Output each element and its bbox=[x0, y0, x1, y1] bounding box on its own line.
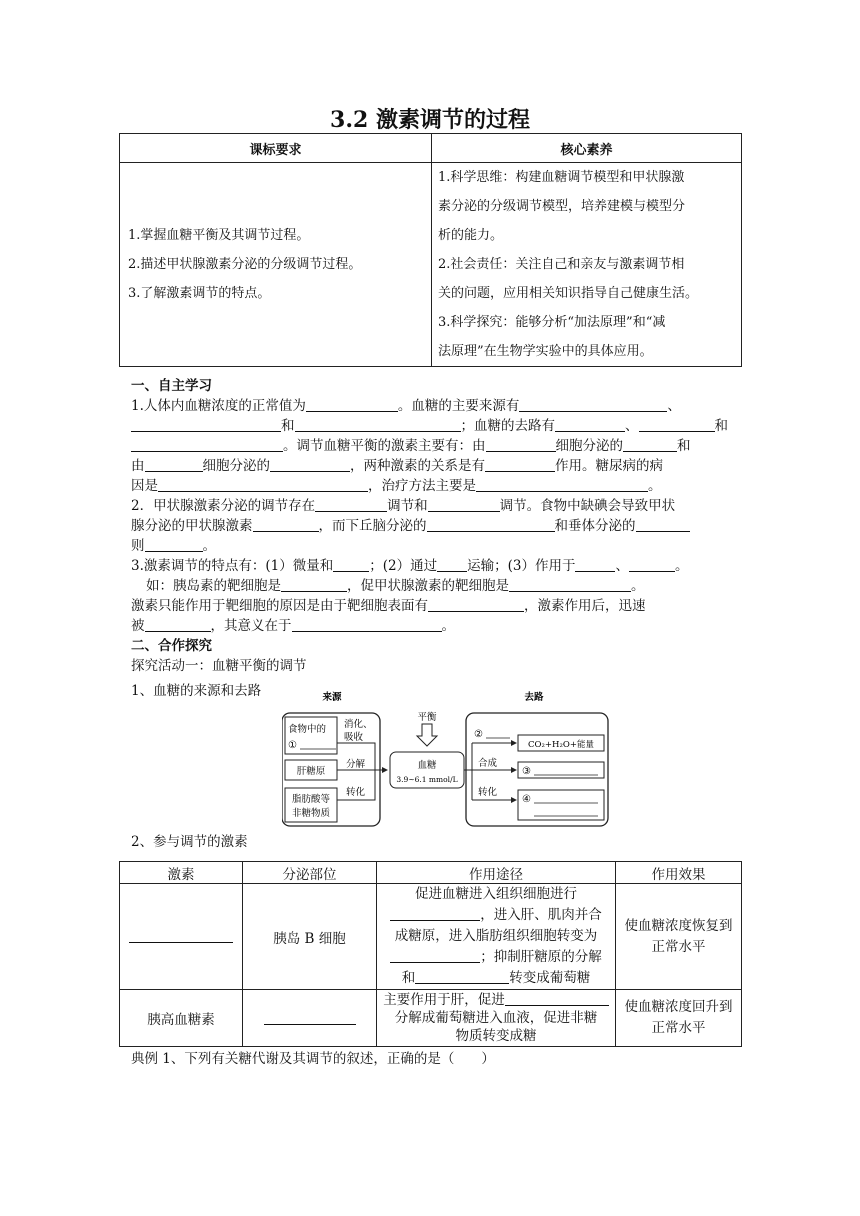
sink-synthesis-label: 合成 bbox=[478, 758, 498, 769]
pathway-cell: 主要作用于肝，促进 分解成葡萄糖进入血液，促进非糖 物质转变成糖 bbox=[377, 990, 616, 1047]
answer-blank[interactable] bbox=[639, 417, 715, 432]
answer-blank[interactable] bbox=[315, 497, 387, 512]
balance-arrow-icon bbox=[417, 724, 437, 746]
q1-line1: 1.人体内血糖浓度的正常值为 。血糖的主要来源有 、 bbox=[131, 398, 681, 414]
answer-blank[interactable] bbox=[131, 417, 281, 432]
answer-blank[interactable] bbox=[129, 928, 233, 943]
subsection-title: 1、血糖的来源和去路 bbox=[131, 683, 262, 699]
answer-blank[interactable] bbox=[270, 457, 350, 472]
answer-blank[interactable] bbox=[253, 517, 319, 532]
answer-blank[interactable] bbox=[390, 948, 480, 963]
example-question: 典例 1、下列有关糖代谢及其调节的叙述，正确的是（ ） bbox=[131, 1051, 495, 1067]
sink-energy-label: CO₂+H₂O+能量 bbox=[528, 740, 594, 750]
subsection-title: 2、参与调节的激素 bbox=[131, 834, 248, 850]
section-heading-self-study: 一、自主学习 bbox=[131, 378, 212, 394]
header-literacy: 核心素养 bbox=[432, 134, 742, 163]
requirement-item: 2.描述甲状腺激素分泌的分级调节过程。 bbox=[128, 257, 362, 272]
answer-blank[interactable] bbox=[145, 617, 211, 632]
blood-sugar-label: 血糖 bbox=[417, 760, 437, 771]
arrow-label-convert: 转化 bbox=[346, 787, 366, 798]
literacy-line: 2.社会责任：关注自己和亲友与激素调节相 bbox=[438, 257, 685, 272]
q3-line4: 被 ，其意义在于 。 bbox=[131, 618, 455, 634]
hormone-cell: 胰高血糖素 bbox=[120, 990, 243, 1047]
source-glycogen-label: 肝糖原 bbox=[296, 766, 326, 777]
arrow-label-absorb: 吸收 bbox=[344, 732, 364, 743]
literacy-cell bbox=[432, 163, 742, 367]
answer-blank[interactable] bbox=[131, 437, 283, 452]
q2-line2: 腺分泌的甲状腺激素 ，而下丘脑分泌的 和垂体分泌的 bbox=[131, 514, 731, 534]
sink-conversion-label: 转化 bbox=[478, 787, 498, 798]
q3-line1: 3.激素调节的特点有：(1）微量和 ；(2）通过 运输；(3）作用于 、 。 bbox=[131, 558, 689, 574]
answer-blank[interactable] bbox=[476, 477, 648, 492]
source-title: 来源 bbox=[322, 692, 342, 703]
answer-blank[interactable] bbox=[636, 517, 690, 532]
source-nonsugar-label-1: 脂肪酸等 bbox=[291, 794, 331, 805]
answer-blank[interactable] bbox=[264, 1010, 356, 1025]
sink-blank-2-label: ② bbox=[474, 729, 483, 740]
sink-title: 去路 bbox=[524, 692, 544, 703]
answer-blank[interactable] bbox=[306, 397, 398, 412]
answer-blank[interactable] bbox=[145, 537, 203, 552]
literacy-line: 关的问题，应用相关知识指导自己健康生活。 bbox=[438, 286, 699, 301]
q3-line2: 如：胰岛素的靶细胞是 ，促甲状腺激素的靶细胞是 。 bbox=[146, 578, 645, 594]
effect-cell: 使血糖浓度回升到正常水平 bbox=[616, 990, 742, 1047]
answer-blank[interactable] bbox=[427, 517, 555, 532]
q1-line5: 因是 ，治疗方法主要是 。 bbox=[131, 478, 662, 494]
section-heading-cooperation: 二、合作探究 bbox=[131, 638, 212, 654]
q2-line1: 2．甲状腺激素分泌的调节存在 调节和 调节。食物中缺碘会导致甲状 bbox=[131, 498, 676, 514]
answer-blank[interactable] bbox=[623, 437, 677, 452]
literacy-line: 法原理”在生物学实验中的具体应用。 bbox=[438, 344, 653, 359]
arrow-label-decompose: 分解 bbox=[346, 759, 366, 770]
answer-blank[interactable] bbox=[281, 577, 347, 592]
site-cell: 胰岛 B 细胞 bbox=[243, 884, 377, 990]
answer-blank[interactable] bbox=[555, 417, 625, 432]
answer-blank[interactable] bbox=[509, 577, 631, 592]
q1-line4: 由 细胞分泌的 ，两种激素的关系是有 作用。糖尿病的病 bbox=[131, 458, 663, 474]
requirement-item: 1.掌握血糖平衡及其调节过程。 bbox=[128, 228, 310, 243]
objectives-table bbox=[119, 133, 742, 367]
answer-blank[interactable] bbox=[295, 417, 461, 432]
header-requirements: 课标要求 bbox=[120, 134, 432, 163]
answer-blank[interactable] bbox=[437, 557, 467, 572]
answer-blank[interactable] bbox=[485, 457, 555, 472]
activity-title: 探究活动一：血糖平衡的调节 bbox=[131, 658, 307, 674]
blood-sugar-range: 3.9~6.1 mmol/L bbox=[396, 775, 458, 784]
source-blank-1-label: ① bbox=[288, 740, 297, 751]
q1-line2: 和 ；血糖的去路有 、 和 bbox=[131, 414, 731, 434]
q2-line3: 则 。 bbox=[131, 538, 216, 554]
arrow-label-digest: 消化、 bbox=[344, 719, 373, 730]
answer-blank[interactable] bbox=[428, 497, 500, 512]
site-cell bbox=[243, 990, 377, 1047]
sink-blank-4-label: ④ bbox=[522, 794, 531, 805]
requirements-cell bbox=[120, 163, 432, 367]
source-food-label: 食物中的 bbox=[288, 724, 327, 735]
pathway-cell: 促进血糖进入组织细胞进行 ，进入肝、肌肉并合 成糖原，进入脂肪组织细胞转变为 ；抑制肝糖原的分解 和 转变成葡萄糖 bbox=[377, 884, 616, 990]
answer-blank[interactable] bbox=[519, 397, 667, 412]
answer-blank[interactable] bbox=[428, 597, 524, 612]
literacy-line: 3.科学探究：能够分析“加法原理”和“减 bbox=[438, 315, 666, 330]
header-effect: 作用效果 bbox=[616, 862, 742, 884]
literacy-line: 素分泌的分级调节模型，培养建模与模型分 bbox=[438, 199, 686, 214]
effect-cell: 使血糖浓度恢复到正常水平 bbox=[616, 884, 742, 990]
answer-blank[interactable] bbox=[415, 969, 509, 984]
answer-blank[interactable] bbox=[390, 906, 480, 921]
answer-blank[interactable] bbox=[333, 557, 369, 572]
answer-blank[interactable] bbox=[486, 437, 556, 452]
q3-line3: 激素只能作用于靶细胞的原因是由于靶细胞表面有 ，激素作用后，迅速 bbox=[131, 598, 646, 614]
balance-label: 平衡 bbox=[417, 712, 437, 723]
page-title: 3.2 激素调节的过程 bbox=[330, 107, 530, 133]
hormone-table bbox=[119, 861, 742, 1047]
answer-blank[interactable] bbox=[629, 557, 675, 572]
header-pathway: 作用途径 bbox=[377, 862, 616, 884]
answer-blank[interactable] bbox=[505, 991, 609, 1006]
source-nonsugar-label-2: 非糖物质 bbox=[291, 808, 331, 819]
answer-blank[interactable] bbox=[158, 477, 368, 492]
sink-blank-3-label: ③ bbox=[522, 766, 531, 777]
blood-sugar-diagram bbox=[282, 690, 612, 830]
literacy-line: 1.科学思维：构建血糖调节模型和甲状腺激 bbox=[438, 170, 685, 185]
answer-blank[interactable] bbox=[575, 557, 615, 572]
literacy-line: 析的能力。 bbox=[438, 228, 504, 243]
answer-blank[interactable] bbox=[292, 617, 442, 632]
header-hormone: 激素 bbox=[120, 862, 243, 884]
requirement-item: 3.了解激素调节的特点。 bbox=[128, 286, 271, 301]
q1-line3: 。调节血糖平衡的激素主要有：由 细胞分泌的 和 bbox=[131, 434, 731, 454]
header-site: 分泌部位 bbox=[243, 862, 377, 884]
hormone-cell bbox=[120, 884, 243, 990]
answer-blank[interactable] bbox=[145, 457, 203, 472]
